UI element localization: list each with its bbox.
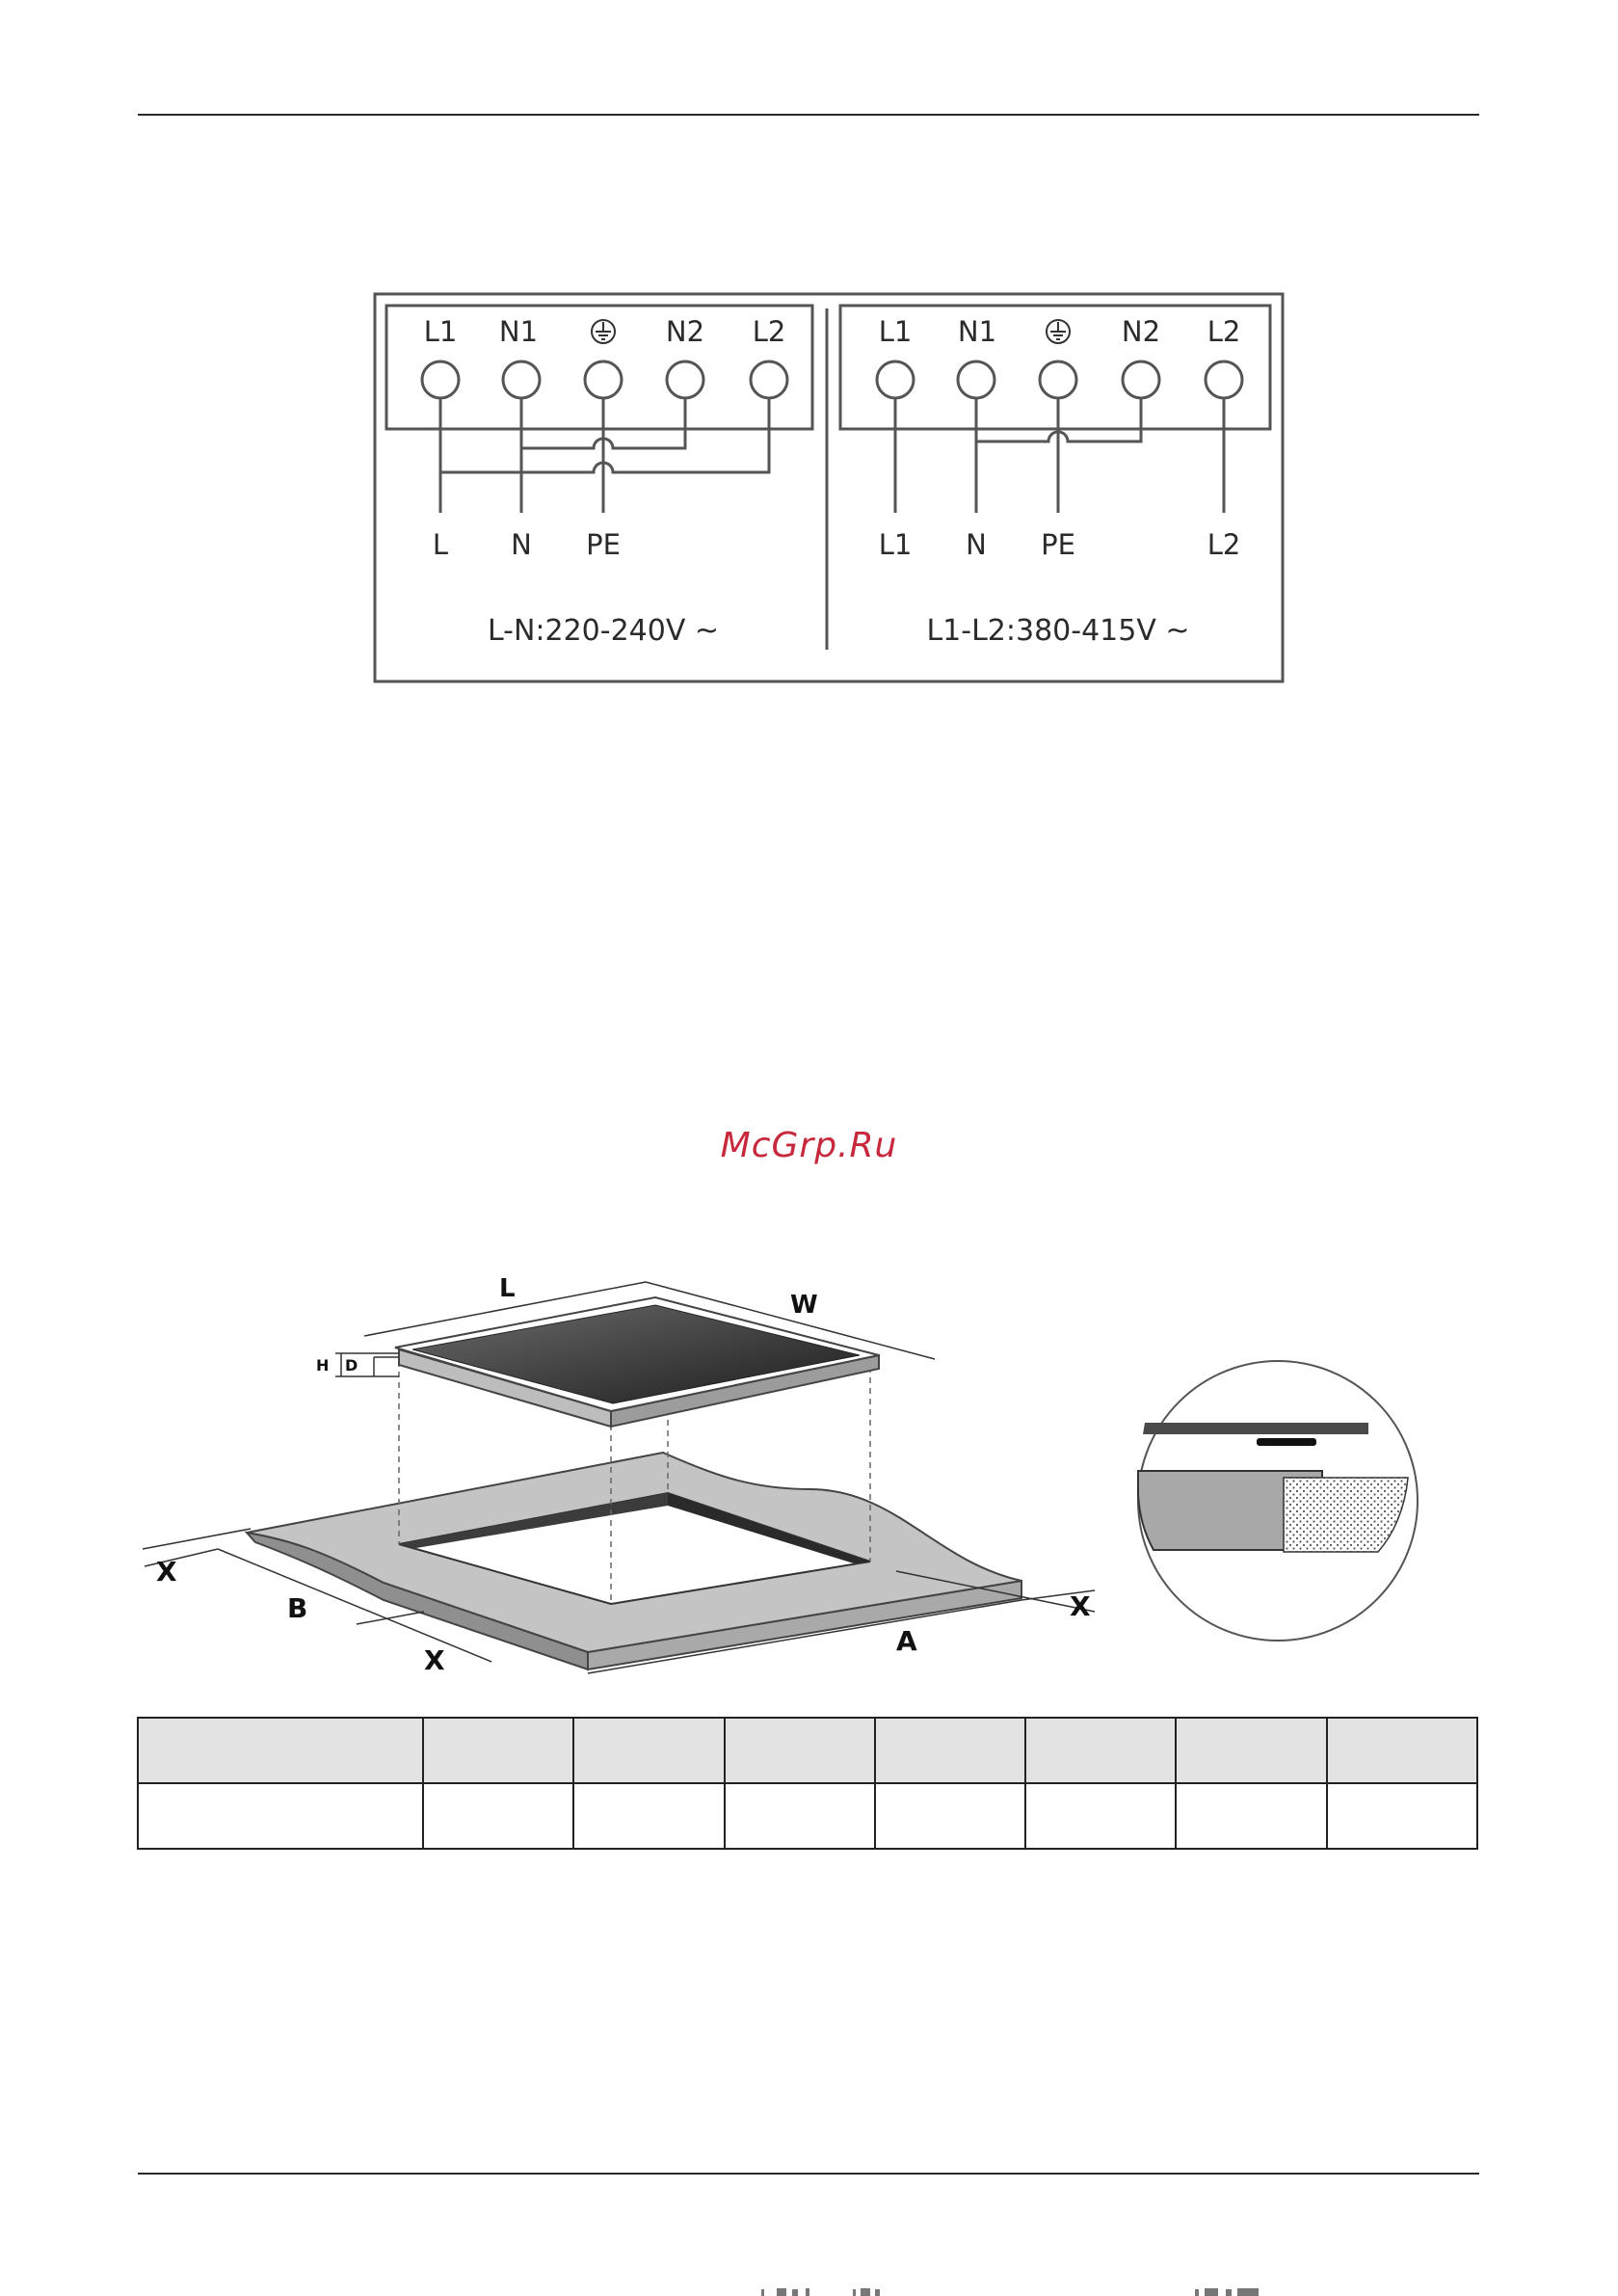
terminal-label: N1 bbox=[957, 315, 997, 348]
table-cell bbox=[423, 1783, 573, 1849]
dimension-table bbox=[137, 1717, 1478, 1850]
cutout-a-label: A bbox=[896, 1625, 917, 1657]
hob-width-label: W bbox=[790, 1291, 818, 1320]
terminal-screw bbox=[958, 361, 995, 398]
lead-label: L2 bbox=[1207, 528, 1241, 561]
table-header-cell bbox=[138, 1718, 423, 1783]
watermark: McGrp.Ru bbox=[720, 1126, 898, 1165]
table-cell bbox=[1025, 1783, 1176, 1849]
two-phase-panel bbox=[840, 306, 1270, 648]
single-phase-panel bbox=[386, 306, 812, 648]
table-cell bbox=[1327, 1783, 1477, 1849]
cutout-b-label: B bbox=[287, 1592, 308, 1624]
table-header-row bbox=[138, 1718, 1477, 1783]
table-header-cell bbox=[1327, 1718, 1477, 1783]
table-cell bbox=[138, 1783, 423, 1849]
lead-label: L1 bbox=[878, 528, 913, 561]
wiring-lines bbox=[895, 398, 1224, 513]
lead-label: N bbox=[966, 528, 987, 561]
ground-symbol-icon bbox=[592, 320, 615, 343]
clearance-label: X bbox=[156, 1556, 177, 1588]
table-cell bbox=[875, 1783, 1025, 1849]
table-cell bbox=[573, 1783, 724, 1849]
terminal-label: L1 bbox=[878, 315, 913, 348]
terminal-screw bbox=[585, 361, 622, 398]
table-header-cell bbox=[1176, 1718, 1326, 1783]
terminal-label: L2 bbox=[1207, 315, 1241, 348]
lead-label: N bbox=[511, 528, 532, 561]
edge-detail-view bbox=[1138, 1361, 1418, 1641]
clearance-label: X bbox=[424, 1644, 445, 1676]
table-header-cell bbox=[1025, 1718, 1176, 1783]
terminal-label: N1 bbox=[498, 315, 539, 348]
table-header-cell bbox=[573, 1718, 724, 1783]
terminal-label: L2 bbox=[752, 315, 786, 348]
hob-length-label: L bbox=[499, 1274, 516, 1303]
terminal-screw bbox=[422, 361, 459, 398]
wiring-lines bbox=[440, 398, 769, 513]
voltage-label: L-N:220-240V ~ bbox=[487, 614, 720, 648]
terminal-screw bbox=[503, 361, 540, 398]
terminal-screw bbox=[877, 361, 914, 398]
terminal-label: L1 bbox=[423, 315, 458, 348]
table-header-cell bbox=[423, 1718, 573, 1783]
wiring-diagram bbox=[372, 291, 1286, 684]
terminal-screw bbox=[751, 361, 787, 398]
hob-depth-label: D bbox=[345, 1356, 358, 1375]
footer-rule bbox=[138, 2173, 1479, 2175]
header-rule bbox=[138, 114, 1479, 116]
terminal-label: N2 bbox=[1121, 315, 1161, 348]
ground-symbol-icon bbox=[1047, 320, 1070, 343]
terminal-screw bbox=[1206, 361, 1242, 398]
table-header-cell bbox=[725, 1718, 875, 1783]
table-header-cell bbox=[875, 1718, 1025, 1783]
table-row bbox=[138, 1783, 1477, 1849]
footer-artifacts bbox=[0, 2284, 1618, 2296]
lead-label: PE bbox=[586, 528, 621, 561]
table-cell bbox=[725, 1783, 875, 1849]
clearance-label: X bbox=[1070, 1590, 1091, 1622]
hob-height-label: H bbox=[316, 1356, 330, 1375]
voltage-label: L1-L2:380-415V ~ bbox=[926, 614, 1190, 648]
terminal-screw bbox=[1040, 361, 1076, 398]
terminal-label: N2 bbox=[665, 315, 705, 348]
table-cell bbox=[1176, 1783, 1326, 1849]
installation-diagram bbox=[135, 1253, 1484, 1677]
lead-label: L bbox=[432, 528, 449, 561]
terminal-screw bbox=[667, 361, 703, 398]
terminal-screw bbox=[1123, 361, 1159, 398]
lead-label: PE bbox=[1041, 528, 1075, 561]
